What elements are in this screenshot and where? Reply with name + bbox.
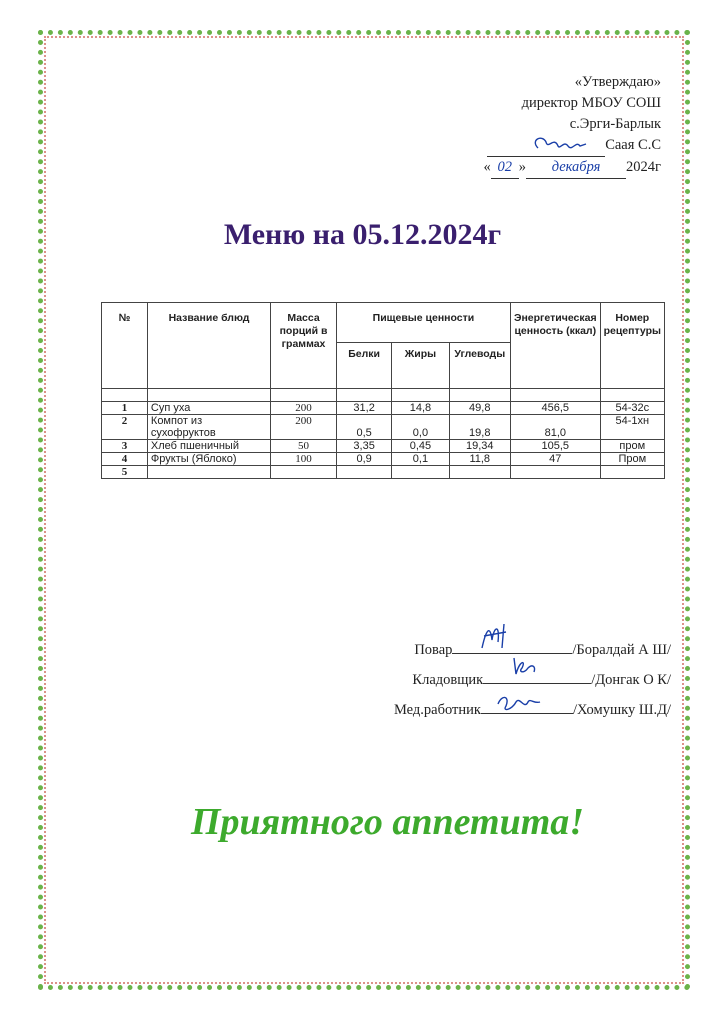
row-num: 3: [102, 440, 148, 453]
row-carbs: 19,8: [449, 415, 510, 440]
approval-position: директор МБОУ СОШ: [521, 95, 661, 111]
row-dish: Хлеб пшеничный: [147, 440, 270, 453]
row-recipe: [600, 466, 664, 479]
header-fat: Жиры: [392, 343, 449, 389]
row-energy: 105,5: [510, 440, 600, 453]
approval-name: Саая С.С: [605, 137, 661, 153]
table-row: [102, 453, 665, 466]
medic-signature: [494, 692, 542, 714]
staff-name: /Хомушку Ш.Д/: [572, 702, 671, 718]
row-dish: Фрукты (Яблоко): [147, 453, 270, 466]
staff-name: /Боралдай А Ш/: [572, 642, 671, 658]
row-dish: Суп уха: [147, 402, 270, 415]
page-title: Меню на 05.12.2024г: [223, 218, 502, 251]
table-spacer-row: [102, 389, 665, 402]
approval-date-day: 02: [491, 157, 519, 179]
row-fat: 0,0: [392, 415, 449, 440]
row-protein: 3,35: [336, 440, 391, 453]
row-num: 1: [102, 402, 148, 415]
row-recipe: Пром: [600, 453, 664, 466]
header-recipe: Номер рецептуры: [600, 303, 664, 389]
approval-date-month: декабря: [526, 157, 626, 179]
closing-phrase: Приятного аппетита!: [190, 801, 585, 843]
header-protein: Белки: [336, 343, 391, 389]
header-mass: Масса порций в граммах: [271, 303, 337, 389]
row-fat: 0,1: [392, 453, 449, 466]
row-fat: 14,8: [392, 402, 449, 415]
table-row: [102, 402, 665, 415]
header-dish: Название блюд: [147, 303, 270, 389]
row-energy: 81,0: [510, 415, 600, 440]
row-protein: 0,5: [336, 415, 391, 440]
header-energy: Энергетическая ценность (ккал): [510, 303, 600, 389]
director-signature: [528, 132, 590, 158]
table-row: [102, 466, 665, 479]
row-carbs: 11,8: [449, 453, 510, 466]
row-protein: [336, 466, 391, 479]
row-recipe: 54-1хн: [600, 415, 664, 440]
table-row: [102, 415, 665, 440]
header-nutrition: Пищевые ценности: [336, 303, 510, 343]
row-carbs: [449, 466, 510, 479]
row-dish: Компот из сухофруктов: [147, 415, 270, 440]
row-energy: [510, 466, 600, 479]
row-mass: 100: [271, 453, 337, 466]
row-energy: 456,5: [510, 402, 600, 415]
approval-heading: «Утверждаю»: [574, 74, 661, 90]
row-num: 4: [102, 453, 148, 466]
header-carbs: Углеводы: [449, 343, 510, 389]
approval-date: « 02 » декабря 2024г: [484, 157, 661, 179]
approval-block: [484, 72, 661, 179]
row-fat: 0,45: [392, 440, 449, 453]
menu-table: [101, 302, 665, 479]
row-recipe: 54-32с: [600, 402, 664, 415]
staff-role: Мед.работник: [393, 702, 481, 718]
header-num: №: [102, 303, 148, 389]
row-mass: 200: [271, 402, 337, 415]
row-num: 2: [102, 415, 148, 440]
cook-signature: [476, 620, 516, 652]
storekeeper-signature: [508, 652, 542, 678]
row-protein: 0,9: [336, 453, 391, 466]
row-carbs: 49,8: [449, 402, 510, 415]
row-mass: [271, 466, 337, 479]
row-dish: [147, 466, 270, 479]
approval-village: с.Эрги-Барлык: [569, 116, 661, 132]
row-mass: 50: [271, 440, 337, 453]
staff-role: Кладовщик: [412, 672, 484, 688]
staff-name: /Донгак О К/: [591, 672, 671, 688]
row-energy: 47: [510, 453, 600, 466]
row-mass: 200: [271, 415, 337, 440]
staff-role: Повар: [414, 642, 453, 658]
row-protein: 31,2: [336, 402, 391, 415]
row-fat: [392, 466, 449, 479]
approval-date-year: 2024г: [626, 159, 661, 175]
row-num: 5: [102, 466, 148, 479]
row-carbs: 19,34: [449, 440, 510, 453]
row-recipe: пром: [600, 440, 664, 453]
table-row: [102, 440, 665, 453]
